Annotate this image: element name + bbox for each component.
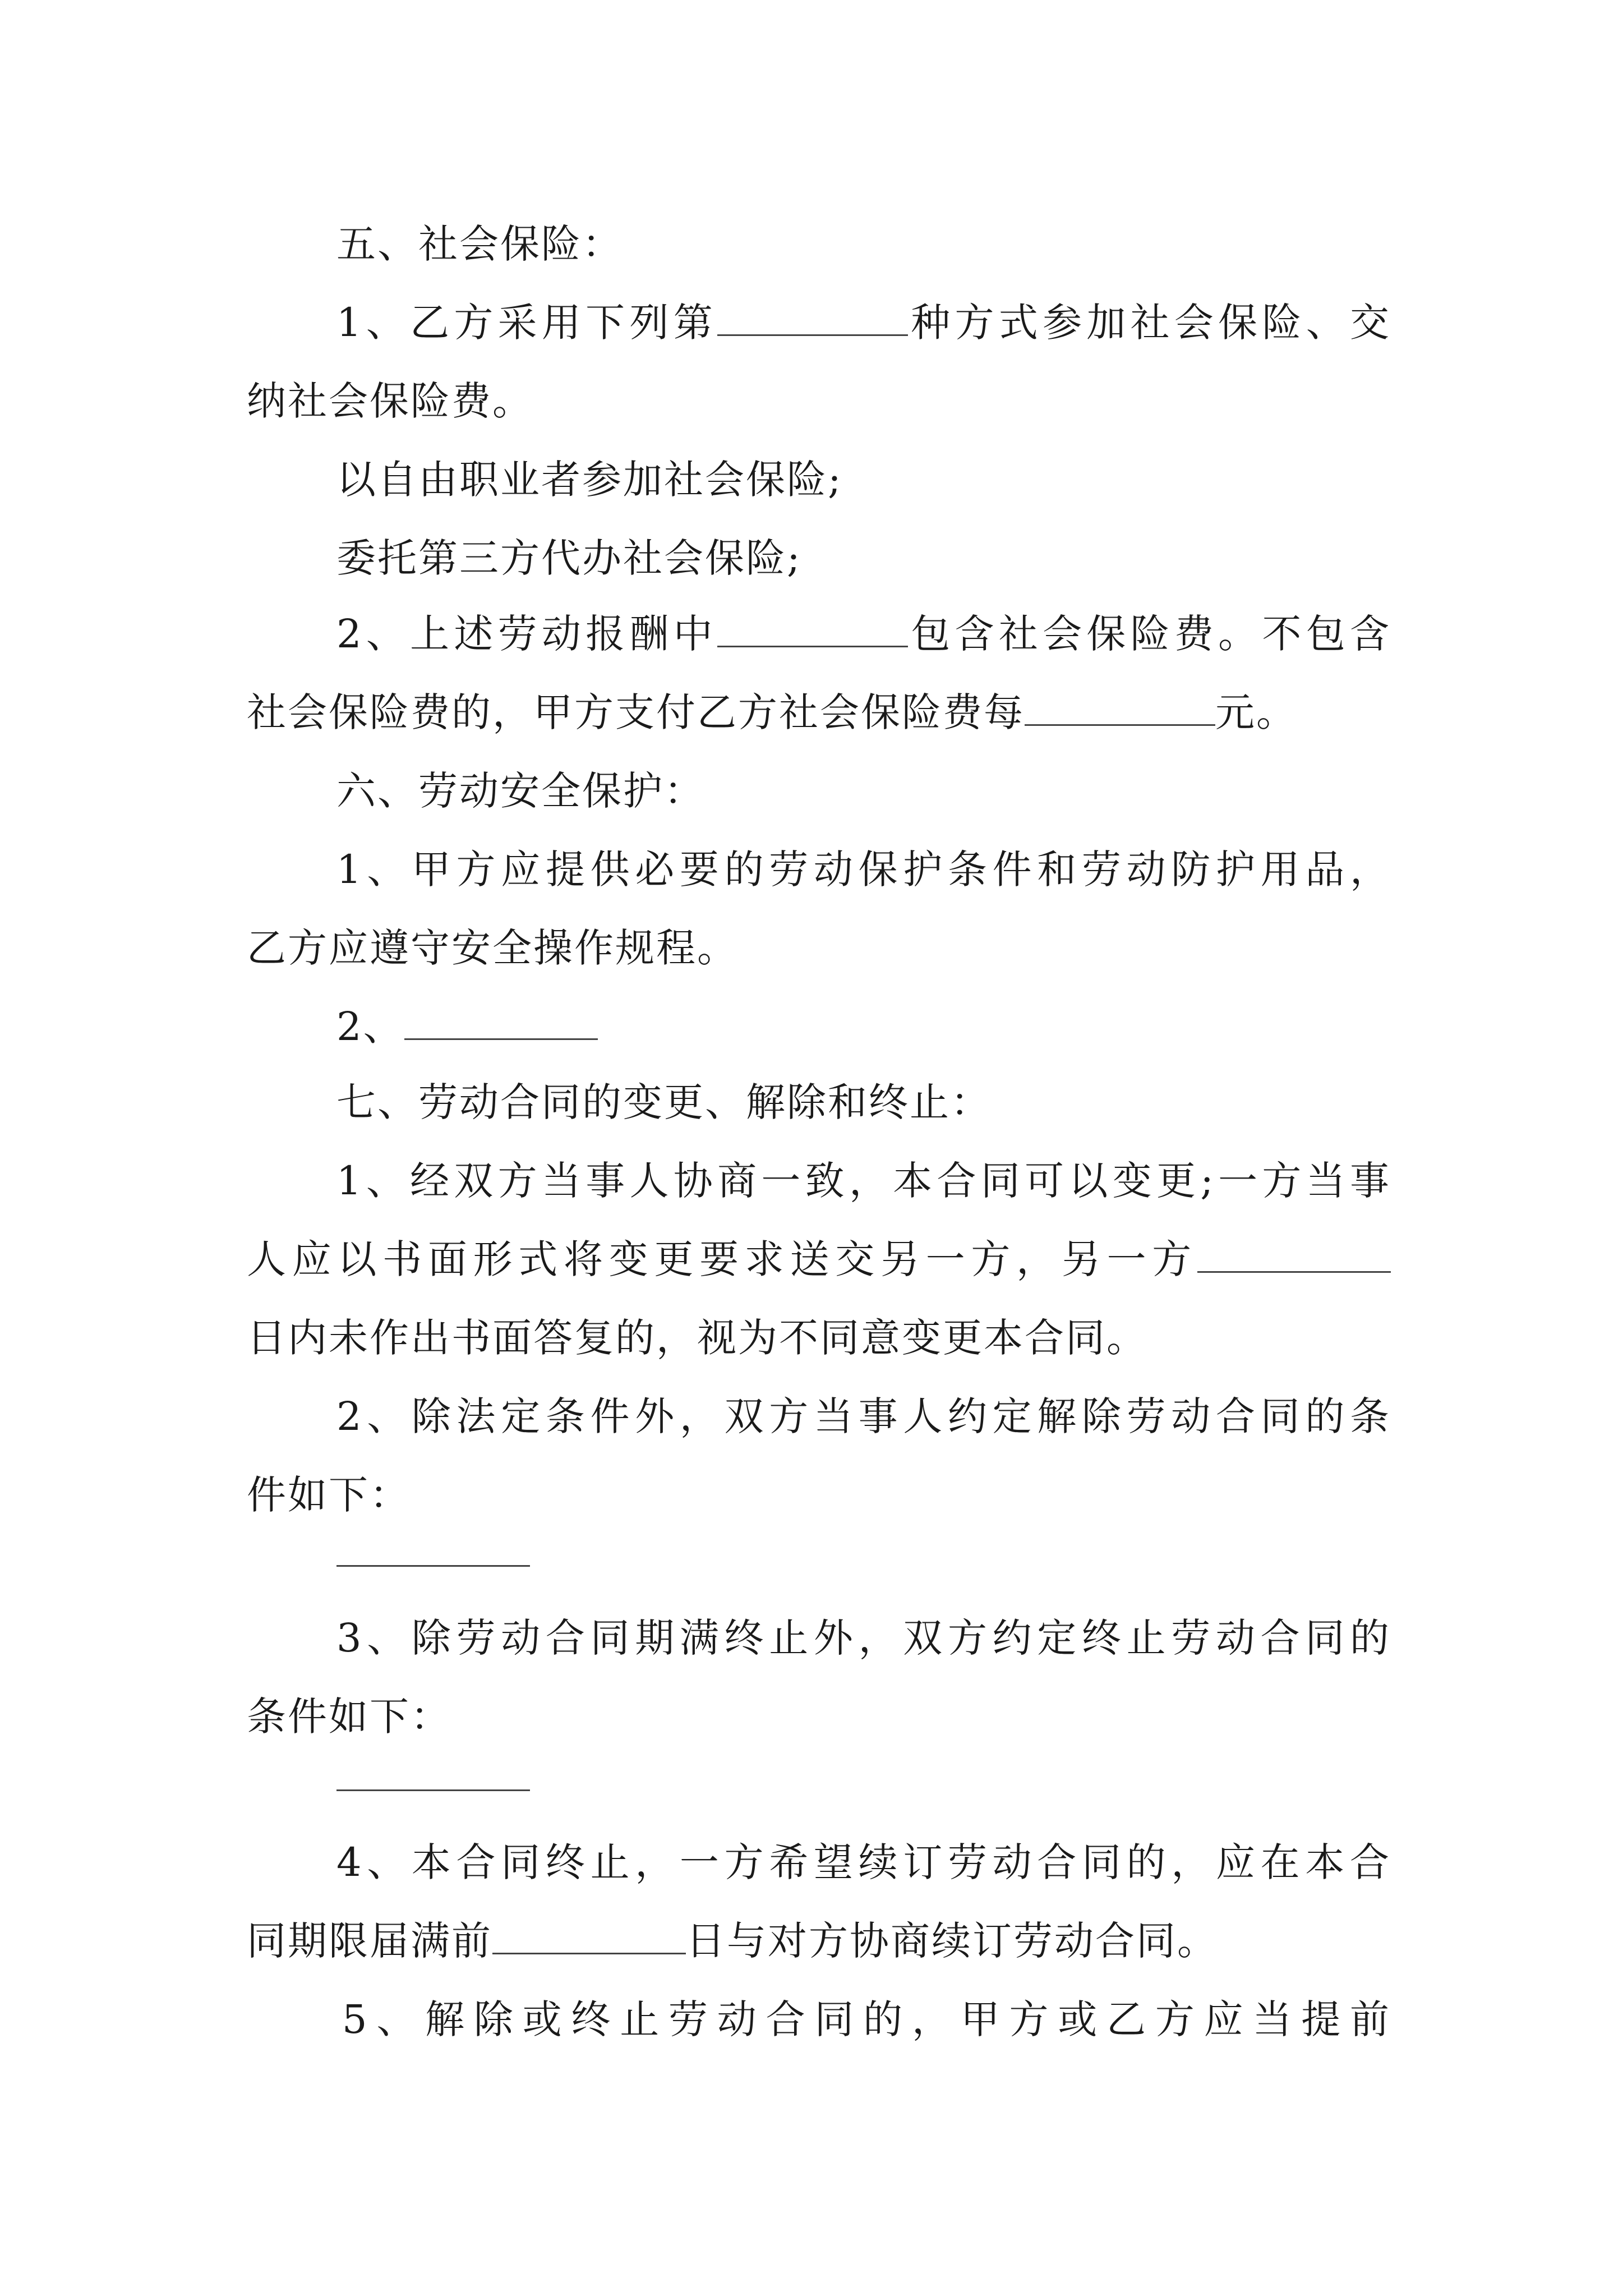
section-heading-contract-change: 七、劳动合同的变更、解除和终止：	[336, 1079, 992, 1125]
contract-change-item-2: 2、除法定条件外，双方当事人约定解除劳动合同的条	[336, 1393, 1391, 1439]
section-heading-labor-safety: 六、劳动安全保护：	[336, 768, 705, 814]
labor-safety-item-1: 1、甲方应提供必要的劳动保护条件和劳动防护用品，	[336, 846, 1391, 892]
fill-blank-reply-days[interactable]	[1197, 1237, 1391, 1273]
contract-change-item-1-cont: 人应以书面形式将变更要求送交另一方，另一方	[247, 1231, 1391, 1287]
social-insurance-item-2: 2、上述劳动报酬中 包含社会保险费。不包含	[336, 611, 1391, 657]
fill-blank-insurance-method[interactable]	[717, 301, 908, 336]
fill-blank-end-conditions[interactable]	[336, 1789, 530, 1791]
social-insurance-item-1: 1、乙方采用下列第 种方式参加社会保险、交	[336, 300, 1391, 346]
insurance-option-freelance: 以自由职业者参加社会保险;	[336, 457, 843, 503]
contract-change-item-3-cont: 条件如下：	[247, 1694, 451, 1740]
fill-blank-include-insurance[interactable]	[717, 612, 908, 647]
fill-blank-safety-item-2[interactable]	[404, 1005, 598, 1040]
insurance-option-third-party: 委托第三方代办社会保险;	[336, 535, 802, 581]
contract-change-item-4: 4、本合同终止，一方希望续订劳动合同的，应在本合	[336, 1839, 1391, 1885]
section-heading-social-insurance: 五、社会保险：	[336, 221, 623, 267]
social-insurance-item-1-cont: 纳社会保险费。	[247, 378, 533, 424]
contract-change-item-1: 1、经双方当事人协商一致，本合同可以变更;一方当事	[336, 1158, 1391, 1204]
fill-blank-insurance-amount[interactable]	[1025, 691, 1215, 726]
contract-change-item-2-cont: 件如下：	[247, 1472, 411, 1518]
contract-change-item-4-cont: 同期限届满前 日与对方协商续订劳动合同。	[247, 1918, 1218, 1964]
contract-change-item-1-cont2: 日内未作出书面答复的，视为不同意变更本合同。	[247, 1315, 1147, 1361]
fill-blank-renewal-days[interactable]	[492, 1919, 686, 1954]
social-insurance-item-2-cont: 社会保险费的，甲方支付乙方社会保险费每 元。	[247, 689, 1297, 735]
fill-blank-termination-conditions[interactable]	[336, 1565, 530, 1567]
contract-change-item-5: 5、解除或终止劳动合同的，甲方或乙方应当提前	[342, 1996, 1391, 2042]
labor-safety-item-2: 2、	[336, 999, 1391, 1055]
labor-safety-item-1-cont: 乙方应遵守安全操作规程。	[247, 925, 738, 971]
contract-change-item-3: 3、除劳动合同期满终止外，双方约定终止劳动合同的	[336, 1615, 1391, 1661]
